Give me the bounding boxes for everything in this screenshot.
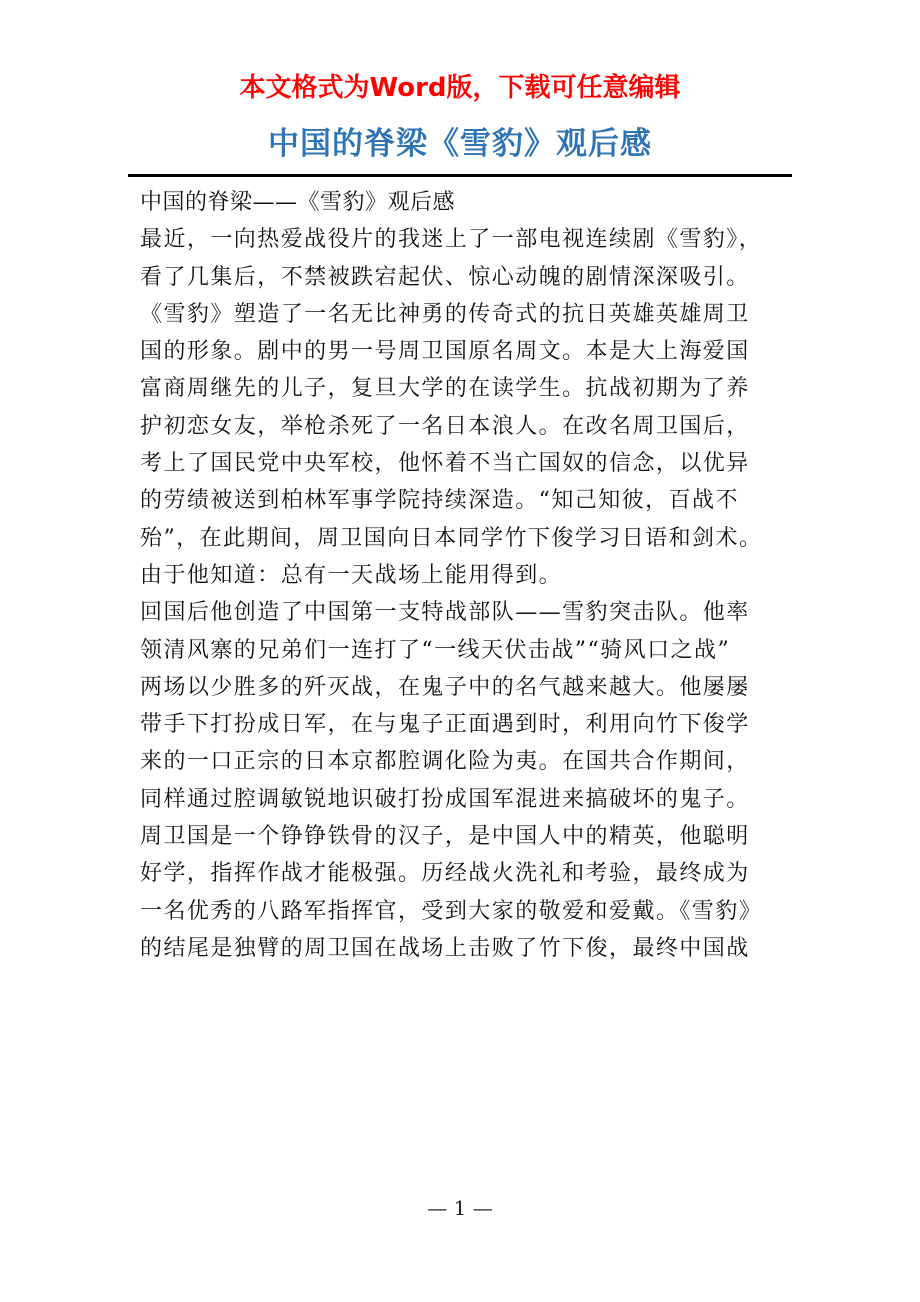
body-line: 回国后他创造了中国第一支特战部队——雪豹突击队。他率 [140,600,750,626]
title-divider [128,174,792,177]
body-line: 带手下打扮成日军，在与鬼子正面遇到时，利用向竹下俊学 [140,712,750,738]
format-notice-banner: 本文格式为Word版，下载可任意编辑 [239,73,681,103]
body-line: 由于他知道：总有一天战场上能用得到。 [140,562,563,588]
body-line: 同样通过腔调敏锐地识破打扮成国军混进来搞破坏的鬼子。 [140,786,750,812]
body-line: 富商周继先的儿子，复旦大学的在读学生。抗战初期为了养 [140,376,750,402]
body-line: 最近，一向热爱战役片的我迷上了一部电视连续剧《雪豹》， [140,227,763,253]
body-line: 国的形象。剧中的男一号周卫国原名周文。本是大上海爱国 [140,339,750,365]
page-number: — 1 — [427,1196,493,1220]
body-line: 殆”，在此期间，周卫国向日本同学竹下俊学习日语和剑术。 [140,525,763,551]
body-line: 周卫国是一个铮铮铁骨的汉子，是中国人中的精英，他聪明 [140,824,750,850]
document-title: 中国的脊梁《雪豹》观后感 [268,126,652,162]
body-line: 《雪豹》塑造了一名无比神勇的传奇式的抗日英雄英雄周卫 [140,301,750,327]
body-line: 护初恋女友，举枪杀死了一名日本浪人。在改名周卫国后， [140,413,750,439]
body-subtitle: 中国的脊梁——《雪豹》观后感 [140,190,456,215]
body-line: 的劳绩被送到柏林军事学院持续深造。“知己知彼，百战不 [140,488,739,514]
body-line: 来的一口正宗的日本京都腔调化险为夷。在国共合作期间， [140,749,750,775]
body-line: 考上了国民党中央军校，他怀着不当亡国奴的信念，以优异 [140,451,750,477]
body-line: 领清风寨的兄弟们一连打了“一线天伏击战”“骑风口之战” [140,637,731,663]
body-line: 两场以少胜多的歼灭战，在鬼子中的名气越来越大。他屡屡 [140,674,750,700]
body-line: 一名优秀的八路军指挥官，受到大家的敬爱和爱戴。《雪豹》 [140,898,763,924]
document-body [140,184,800,967]
body-line: 好学，指挥作战才能极强。历经战火洗礼和考验，最终成为 [140,861,750,887]
body-line: 的结尾是独臂的周卫国在战场上击败了竹下俊，最终中国战 [140,935,750,961]
body-line: 看了几集后，不禁被跌宕起伏、惊心动魄的剧情深深吸引。 [140,264,750,290]
